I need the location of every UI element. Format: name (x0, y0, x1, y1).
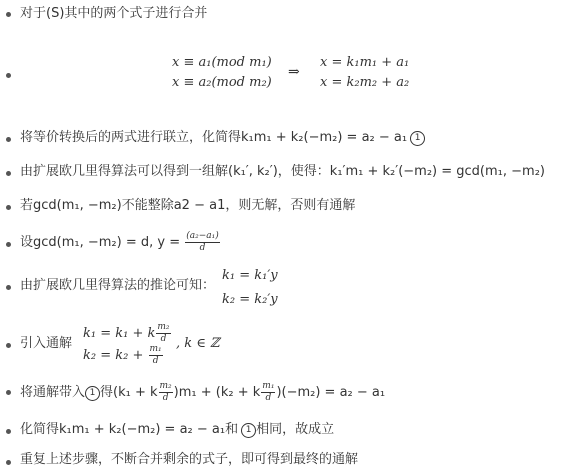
list-item (20, 129, 425, 147)
equation-system (222, 266, 278, 310)
bullet (6, 343, 11, 348)
bullet (6, 242, 11, 247)
fraction-denominator: d (199, 243, 206, 253)
bullet (6, 171, 11, 176)
fraction-numerator: m₂ (159, 381, 172, 391)
fraction (185, 232, 220, 253)
bullet (6, 390, 11, 395)
item-text: )(−m₂) = a₂ − a₁ (276, 385, 386, 400)
item-text: 化简得k₁m₁ + k₂(−m₂) = a₂ − a₁和 (20, 422, 239, 437)
fraction (149, 345, 163, 366)
list-item: 由扩展欧几里得算法可以得到一组解(k₁′, k₂′)，使得：k₁′m₁ + k₂′(−m₂) = gcd(m₁, −m₂) (20, 164, 545, 179)
bullet (6, 12, 11, 17)
bullet (6, 205, 11, 210)
equation-line (83, 345, 172, 367)
list-item: 重复上述步骤，不断合并剩余的式子，即可得到最终的通解 (20, 452, 359, 467)
item-text: 将通解带入 (20, 385, 86, 400)
equation-text: k₂ = k₂ + (83, 348, 148, 363)
congruence-line: x ≡ a₁(mod m₁) (172, 55, 272, 70)
fraction-denominator: d (162, 393, 169, 403)
item-text: 得(k₁ + k (100, 385, 158, 400)
equation-text: k₁ = k₁ + k (83, 326, 156, 341)
bullet (6, 460, 11, 465)
congruence-system (172, 53, 272, 93)
equation-system (320, 53, 409, 93)
equation-line: k₂ = k₂′y (222, 292, 278, 307)
equation-line: x = k₁m₁ + a₁ (320, 55, 410, 70)
fraction-denominator: d (160, 334, 167, 344)
fraction-numerator: m₂ (157, 322, 170, 332)
congruence-line: x ≡ a₂(mod m₂) (172, 75, 272, 90)
item-text: 相同，故成立 (256, 422, 335, 437)
list-item-label: 由扩展欧几里得算法的推论可知： (20, 278, 216, 293)
fraction-denominator: d (152, 356, 159, 366)
bullet (6, 73, 11, 78)
equation-line (83, 323, 172, 345)
list-item (20, 232, 221, 253)
fraction-numerator: (a₂−a₁) (186, 231, 219, 241)
item-text: 设gcd(m₁, −m₂) = d, y = (20, 235, 185, 250)
list-item-label: 引入通解 (20, 336, 73, 351)
circled-number-marker: 1 (241, 423, 256, 438)
list-item (20, 382, 385, 403)
list-item: 对于(S)其中的两个式子进行合并 (20, 6, 208, 21)
bullet (6, 137, 11, 142)
bullet (6, 285, 11, 290)
equation-line: k₁ = k₁′y (222, 268, 278, 283)
bullet (6, 429, 11, 434)
equation-line: x = k₂m₂ + a₂ (320, 75, 410, 90)
list-item (20, 421, 334, 439)
circled-number-marker: 1 (85, 386, 100, 401)
fraction (261, 382, 275, 403)
item-text: 将等价转换后的两式进行联立，化简得k₁m₁ + k₂(−m₂) = a₂ − a₁ (20, 130, 408, 145)
list-item: 若gcd(m₁, −m₂)不能整除a2 − a1，则无解，否则有通解 (20, 198, 356, 213)
implies-arrow: ⇒ (288, 64, 300, 80)
circled-number-marker: 1 (410, 131, 425, 146)
fraction (156, 323, 170, 344)
fraction-denominator: d (265, 393, 272, 403)
fraction-numerator: m₁ (262, 381, 275, 391)
equation-suffix: , k ∈ ℤ (176, 336, 220, 351)
fraction (159, 382, 173, 403)
fraction-numerator: m₁ (149, 344, 162, 354)
equation-system (83, 323, 172, 367)
item-text: )m₁ + (k₂ + k (173, 385, 261, 400)
